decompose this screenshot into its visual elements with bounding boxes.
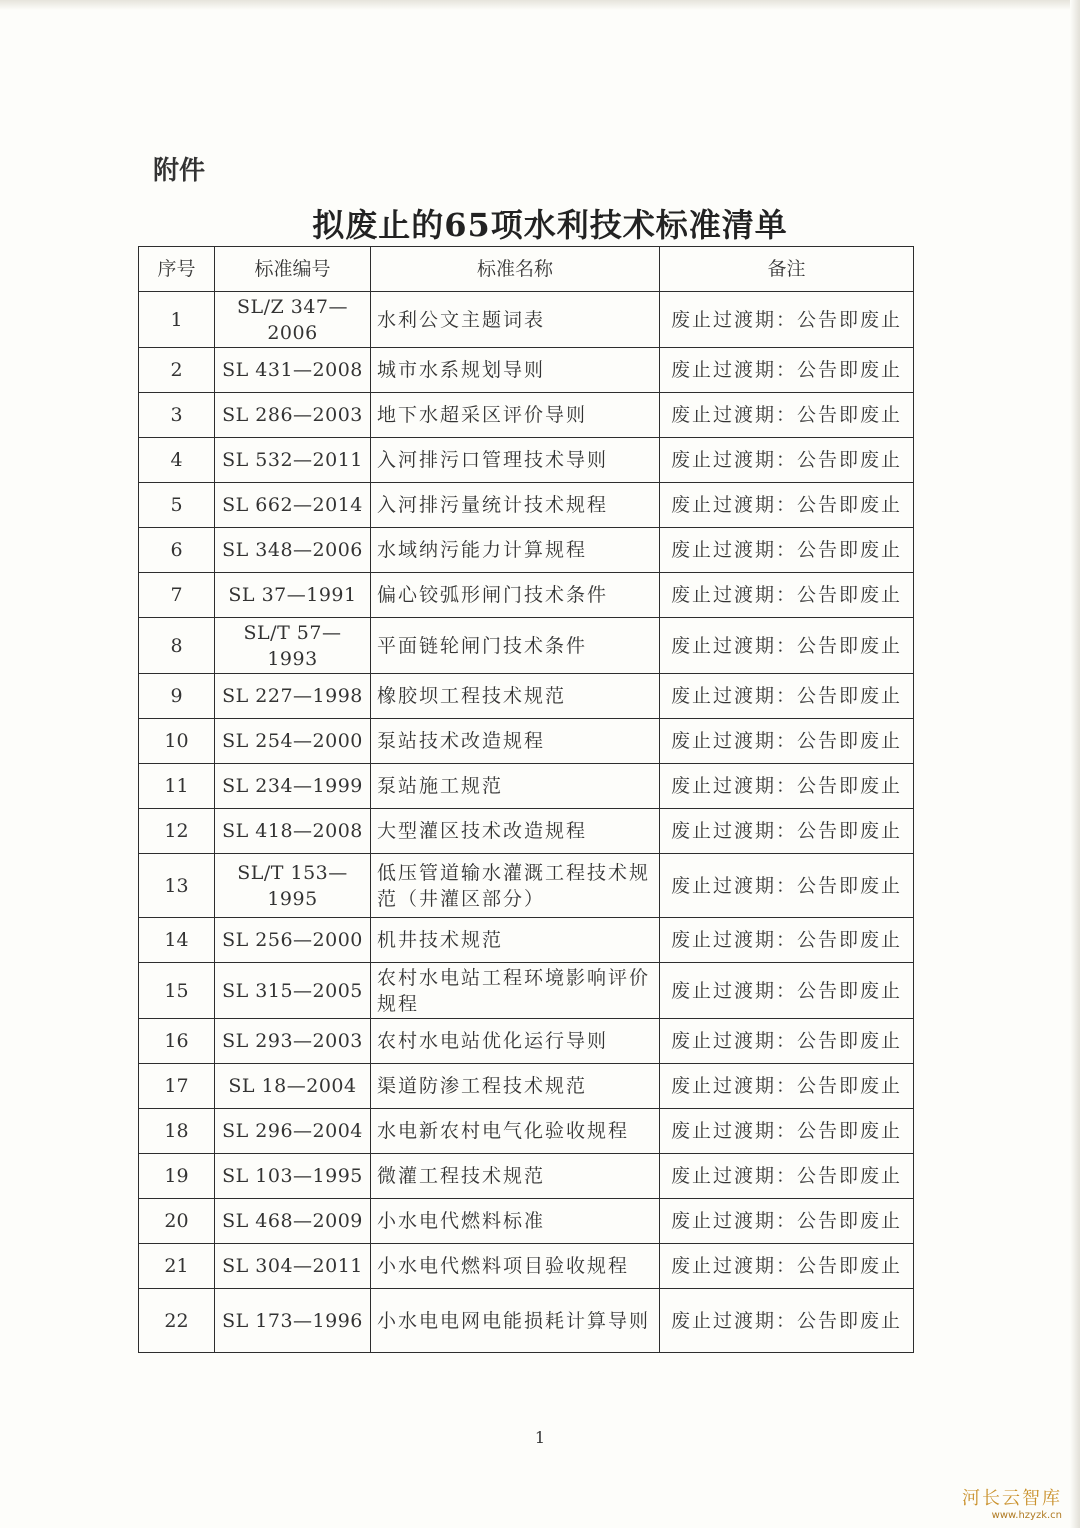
table-row bbox=[139, 719, 914, 764]
page-title: 拟废止的65项水利技术标准清单 bbox=[312, 206, 788, 244]
cell-note: 废止过渡期：公告即废止 bbox=[660, 1244, 914, 1289]
cell-code: SL/T 57—1993 bbox=[215, 618, 371, 674]
cell-no: 14 bbox=[139, 918, 215, 963]
table-row bbox=[139, 483, 914, 528]
cell-note: 废止过渡期：公告即废止 bbox=[660, 1019, 914, 1064]
cell-name: 小水电电网电能损耗计算导则 bbox=[371, 1289, 660, 1353]
attachment-label: 附件 bbox=[153, 156, 206, 186]
table-row bbox=[139, 528, 914, 573]
table-row bbox=[139, 292, 914, 348]
table-row bbox=[139, 1154, 914, 1199]
cell-note: 废止过渡期：公告即废止 bbox=[660, 963, 914, 1019]
cell-no: 9 bbox=[139, 674, 215, 719]
table-row bbox=[139, 393, 914, 438]
cell-code: SL 173—1996 bbox=[215, 1289, 371, 1353]
cell-name: 农村水电站优化运行导则 bbox=[371, 1019, 660, 1064]
watermark bbox=[962, 1484, 1062, 1521]
table-row bbox=[139, 1064, 914, 1109]
cell-code: SL 103—1995 bbox=[215, 1154, 371, 1199]
cell-note: 废止过渡期：公告即废止 bbox=[660, 809, 914, 854]
cell-no: 15 bbox=[139, 963, 215, 1019]
cell-note: 废止过渡期：公告即废止 bbox=[660, 1109, 914, 1154]
cell-no: 10 bbox=[139, 719, 215, 764]
cell-no: 21 bbox=[139, 1244, 215, 1289]
cell-name: 泵站技术改造规程 bbox=[371, 719, 660, 764]
cell-no: 13 bbox=[139, 854, 215, 918]
cell-note: 废止过渡期：公告即废止 bbox=[660, 1154, 914, 1199]
table-row bbox=[139, 1244, 914, 1289]
cell-code: SL 296—2004 bbox=[215, 1109, 371, 1154]
cell-no: 5 bbox=[139, 483, 215, 528]
cell-note: 废止过渡期：公告即废止 bbox=[660, 854, 914, 918]
cell-no: 11 bbox=[139, 764, 215, 809]
header-code: 标准编号 bbox=[215, 247, 371, 292]
cell-code: SL 348—2006 bbox=[215, 528, 371, 573]
cell-no: 16 bbox=[139, 1019, 215, 1064]
cell-code: SL 293—2003 bbox=[215, 1019, 371, 1064]
cell-code: SL 18—2004 bbox=[215, 1064, 371, 1109]
cell-note: 废止过渡期：公告即废止 bbox=[660, 1289, 914, 1353]
cell-no: 17 bbox=[139, 1064, 215, 1109]
table-row bbox=[139, 573, 914, 618]
cell-code: SL 234—1999 bbox=[215, 764, 371, 809]
cell-name: 大型灌区技术改造规程 bbox=[371, 809, 660, 854]
scan-edge-top bbox=[0, 0, 1080, 10]
table-row bbox=[139, 963, 914, 1019]
cell-name: 水域纳污能力计算规程 bbox=[371, 528, 660, 573]
cell-note: 废止过渡期：公告即废止 bbox=[660, 764, 914, 809]
cell-name: 地下水超采区评价导则 bbox=[371, 393, 660, 438]
cell-name: 橡胶坝工程技术规范 bbox=[371, 674, 660, 719]
cell-no: 2 bbox=[139, 348, 215, 393]
table-row bbox=[139, 764, 914, 809]
table-row bbox=[139, 348, 914, 393]
cell-note: 废止过渡期：公告即废止 bbox=[660, 1064, 914, 1109]
cell-no: 19 bbox=[139, 1154, 215, 1199]
cell-code: SL/T 153—1995 bbox=[215, 854, 371, 918]
cell-note: 废止过渡期：公告即废止 bbox=[660, 618, 914, 674]
cell-name: 水电新农村电气化验收规程 bbox=[371, 1109, 660, 1154]
cell-no: 3 bbox=[139, 393, 215, 438]
table-row bbox=[139, 438, 914, 483]
cell-code: SL 431—2008 bbox=[215, 348, 371, 393]
cell-no: 22 bbox=[139, 1289, 215, 1353]
cell-code: SL/Z 347—2006 bbox=[215, 292, 371, 348]
cell-note: 废止过渡期：公告即废止 bbox=[660, 393, 914, 438]
page-number: 1 bbox=[534, 1428, 546, 1447]
table-header-row bbox=[139, 247, 914, 292]
cell-code: SL 304—2011 bbox=[215, 1244, 371, 1289]
table-row bbox=[139, 618, 914, 674]
cell-name: 小水电代燃料标准 bbox=[371, 1199, 660, 1244]
cell-note: 废止过渡期：公告即废止 bbox=[660, 438, 914, 483]
table-row bbox=[139, 918, 914, 963]
cell-code: SL 286—2003 bbox=[215, 393, 371, 438]
cell-note: 废止过渡期：公告即废止 bbox=[660, 483, 914, 528]
table-row bbox=[139, 1019, 914, 1064]
table-row bbox=[139, 1109, 914, 1154]
cell-name: 低压管道输水灌溉工程技术规范（井灌区部分） bbox=[371, 854, 660, 918]
cell-name: 入河排污量统计技术规程 bbox=[371, 483, 660, 528]
cell-no: 4 bbox=[139, 438, 215, 483]
cell-code: SL 227—1998 bbox=[215, 674, 371, 719]
table-row bbox=[139, 809, 914, 854]
cell-code: SL 532—2011 bbox=[215, 438, 371, 483]
watermark-url: www.hzyzk.cn bbox=[991, 1510, 1062, 1521]
cell-code: SL 468—2009 bbox=[215, 1199, 371, 1244]
cell-name: 泵站施工规范 bbox=[371, 764, 660, 809]
cell-name: 水利公文主题词表 bbox=[371, 292, 660, 348]
header-note: 备注 bbox=[660, 247, 914, 292]
table-row bbox=[139, 674, 914, 719]
cell-name: 平面链轮闸门技术条件 bbox=[371, 618, 660, 674]
watermark-name: 河长云智库 bbox=[962, 1488, 1062, 1509]
table-row bbox=[139, 854, 914, 918]
cell-note: 废止过渡期：公告即废止 bbox=[660, 674, 914, 719]
cell-code: SL 37—1991 bbox=[215, 573, 371, 618]
cell-no: 12 bbox=[139, 809, 215, 854]
cell-note: 废止过渡期：公告即废止 bbox=[660, 918, 914, 963]
cell-note: 废止过渡期：公告即废止 bbox=[660, 348, 914, 393]
cell-code: SL 254—2000 bbox=[215, 719, 371, 764]
cell-no: 1 bbox=[139, 292, 215, 348]
cell-name: 城市水系规划导则 bbox=[371, 348, 660, 393]
cell-name: 偏心铰弧形闸门技术条件 bbox=[371, 573, 660, 618]
cell-no: 8 bbox=[139, 618, 215, 674]
cell-name: 入河排污口管理技术导则 bbox=[371, 438, 660, 483]
cell-code: SL 315—2005 bbox=[215, 963, 371, 1019]
header-no: 序号 bbox=[139, 247, 215, 292]
cell-note: 废止过渡期：公告即废止 bbox=[660, 573, 914, 618]
cell-name: 渠道防渗工程技术规范 bbox=[371, 1064, 660, 1109]
cell-name: 小水电代燃料项目验收规程 bbox=[371, 1244, 660, 1289]
header-name: 标准名称 bbox=[371, 247, 660, 292]
cell-no: 6 bbox=[139, 528, 215, 573]
cell-no: 18 bbox=[139, 1109, 215, 1154]
cell-code: SL 418—2008 bbox=[215, 809, 371, 854]
cell-name: 机井技术规范 bbox=[371, 918, 660, 963]
cell-code: SL 662—2014 bbox=[215, 483, 371, 528]
table-row bbox=[139, 1289, 914, 1353]
cell-no: 7 bbox=[139, 573, 215, 618]
cell-no: 20 bbox=[139, 1199, 215, 1244]
cell-name: 农村水电站工程环境影响评价规程 bbox=[371, 963, 660, 1019]
standards-table bbox=[138, 246, 914, 1353]
cell-note: 废止过渡期：公告即废止 bbox=[660, 292, 914, 348]
cell-note: 废止过渡期：公告即废止 bbox=[660, 528, 914, 573]
cell-note: 废止过渡期：公告即废止 bbox=[660, 719, 914, 764]
cell-note: 废止过渡期：公告即废止 bbox=[660, 1199, 914, 1244]
cell-code: SL 256—2000 bbox=[215, 918, 371, 963]
cell-name: 微灌工程技术规范 bbox=[371, 1154, 660, 1199]
table-row bbox=[139, 1199, 914, 1244]
